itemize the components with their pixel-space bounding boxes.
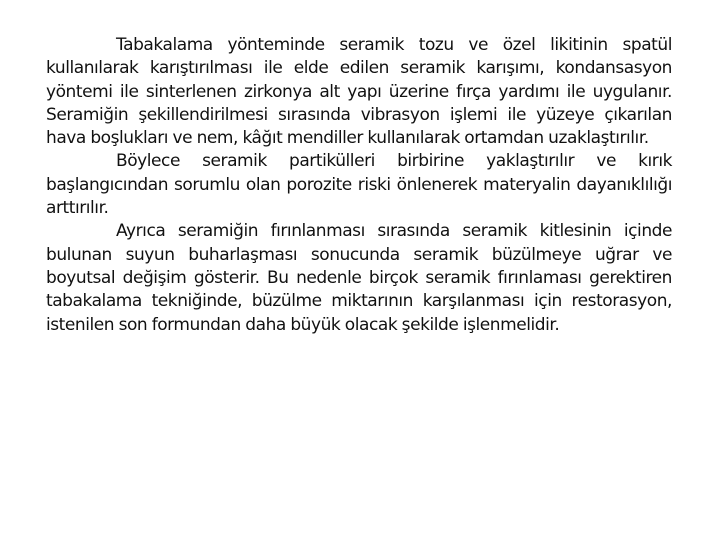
paragraph-porosity-risk: Böylece seramik partikülleri birbirine yaklaştırılır ve kırık başlangıcından sorumlu olan porozite riski önlenerek materyalin dayanıklılığı arttırılır. [46,151,672,219]
paragraph-firing-shrinkage: Ayrıca seramiğin fırınlanması sırasında seramik kitlesinin içinde bulunan suyun buharlaşması sonucunda seramik büzülmeye uğrar ve boyutsal değişim gösterir. Bu nedenle birçok seramik fırınlaması gerektiren tabakalama tekniğinde, büzülme miktarının karşılanması için restorasyon, istenilen son formundan daha büyük olacak şekilde işlenmelidir. [46,221,672,335]
paragraph-layering-technique: Tabakalama yönteminde seramik tozu ve özel likitinin spatül kullanılarak karıştırılması ile elde edilen seramik karışımı, kondansasyon yöntemi ile sinterlenen zirkonya alt yapı üzerine fırça yardımı ile uygulanır. Seramiğin şekillendirilmesi sırasında vibrasyon işlemi ile yüzeye çıkarılan hava boşlukları ve nem, kâğıt mendiller kullanılarak ortamdan uzaklaştırılır. [46,35,672,149]
slide-text-body [46,34,672,337]
